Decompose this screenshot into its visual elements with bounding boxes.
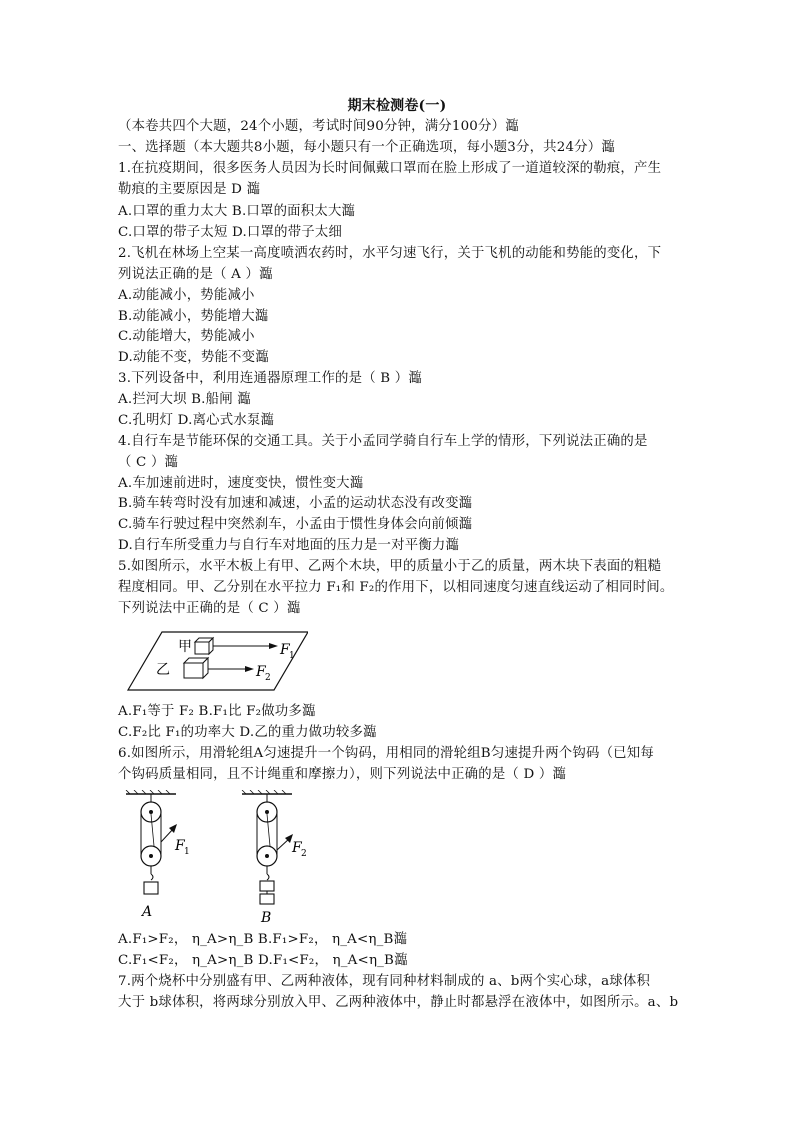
q2-option-b: B.动能减小，势能增大瀶 xyxy=(118,309,269,324)
q3-options-cd: C.孔明灯 D.离心式水泵瀶 xyxy=(118,413,275,428)
q6-figure xyxy=(118,790,318,928)
pulley-system-a xyxy=(126,790,190,920)
label-system-a: A xyxy=(142,904,153,920)
q2-stem-line2: 列说法正确的是（ A ）瀶 xyxy=(118,267,273,282)
q6-stem-line1: 6.如图所示，用滑轮组A匀速提升一个钩码，用相同的滑轮组B匀速提升两个钩码（已知每 xyxy=(118,746,654,761)
wooden-board xyxy=(128,632,308,690)
q5-stem-line3: 下列说法中正确的是（ C ）瀶 xyxy=(118,601,301,616)
hook-weight-a xyxy=(144,882,158,894)
q2-option-c: C.动能增大，势能减小 xyxy=(118,329,255,344)
q2-option-a: A.动能减小，势能减小 xyxy=(118,288,255,303)
q5-stem-line1: 5.如图所示，水平木板上有甲、乙两个木块，甲的质量小于乙的质量，两木块下表面的粗糙 xyxy=(118,559,662,574)
q4-option-a: A.车加速前进时，速度变快，惯性变大瀶 xyxy=(118,476,364,491)
q6-options-cd: C.F₁<F₂， η_A>η_B D.F₁<F₂， η_A<η_B瀶 xyxy=(118,953,408,968)
q4-option-d: D.自行车所受重力与自行车对地面的压力是一对平衡力瀶 xyxy=(118,538,460,553)
q7-stem-line2: 大于 b球体积，将两球分别放入甲、乙两种液体中，静止时都悬浮在液体中，如图所示。a、b xyxy=(118,995,679,1010)
force-f2-arrowhead xyxy=(245,666,254,672)
label-jia: 甲 xyxy=(178,639,192,655)
label-f1: F xyxy=(280,642,290,658)
exam-instructions: （本卷共四个大题，24个小题，考试时间90分钟，满分100分）瀶 xyxy=(118,119,519,134)
q1-stem-line1: 1.在抗疫期间，很多医务人员因为长时间佩戴口罩而在脸上形成了一道道较深的勒痕，产生 xyxy=(118,161,662,176)
q2-option-d: D.动能不变，势能不变瀶 xyxy=(118,350,269,365)
q4-option-b: B.骑车转弯时没有加速和减速，小孟的运动状态没有改变瀶 xyxy=(118,496,473,511)
hook-weight-b2 xyxy=(260,894,274,904)
label-f1: F xyxy=(175,838,185,854)
q1-stem-line2: 勒痕的主要原因是 D 瀶 xyxy=(118,182,261,197)
force-f1-arrowhead xyxy=(269,643,278,649)
label-system-b: B xyxy=(261,910,272,926)
label-f2: F xyxy=(256,664,266,680)
label-f1-subscript: 1 xyxy=(289,651,295,661)
q4-option-c: C.骑车行驶过程中突然刹车，小孟由于惯性身体会向前倾瀶 xyxy=(118,517,473,532)
q5-figure xyxy=(118,628,308,694)
q1-options-cd: C.口罩的带子太短 D.口罩的带子太细 xyxy=(118,225,343,240)
page-title: 期末检测卷(一) xyxy=(347,98,447,114)
q6-stem-line2: 个钩码质量相同，且不计绳重和摩擦力），则下列说法中正确的是（ D ）瀶 xyxy=(118,767,567,782)
q5-stem-line2: 程度相同。甲、乙分别在水平拉力 F₁和 F₂的作用下，以相同速度匀速直线运动了相同时间。 xyxy=(118,580,674,595)
q1-options-ab: A.口罩的重力太大 B.口罩的面积太大瀶 xyxy=(118,204,356,219)
q7-stem-line1: 7.两个烧杯中分别盛有甲、乙两种液体，现有同种材料制成的 a、b两个实心球，a球体积 xyxy=(118,974,651,989)
q4-stem-line1: 4.自行车是节能环保的交通工具。关于小孟同学骑自行车上学的情形，下列说法正确的是 xyxy=(118,434,648,449)
label-f2-subscript: 2 xyxy=(265,673,271,683)
hook-weight-b1 xyxy=(260,881,274,891)
section-heading: 一、选择题（本大题共8小题，每小题只有一个正确选项，每小题3分，共24分）瀶 xyxy=(118,140,615,155)
q2-stem-line1: 2.飞机在林场上空某一高度喷洒农药时，水平匀速飞行，关于飞机的动能和势能的变化，下 xyxy=(118,246,662,261)
q5-options-ab: A.F₁等于 F₂ B.F₁比 F₂做功多瀶 xyxy=(118,704,316,719)
q3-stem: 3.下列设备中，利用连通器原理工作的是（ B ）瀶 xyxy=(118,371,422,386)
q4-stem-line2: （ C ）瀶 xyxy=(118,455,179,470)
block-jia xyxy=(195,638,213,654)
q5-options-cd: C.F₂比 F₁的功率大 D.乙的重力做功较多瀶 xyxy=(118,725,377,740)
label-yi: 乙 xyxy=(156,662,170,678)
q6-options-ab: A.F₁>F₂， η_A>η_B B.F₁>F₂， η_A<η_B瀶 xyxy=(118,932,408,947)
label-f2: F xyxy=(292,840,302,856)
q3-options-ab: A.拦河大坝 B.船闸 瀶 xyxy=(118,392,251,407)
label-f1-subscript: 1 xyxy=(184,847,190,857)
label-f2-subscript: 2 xyxy=(301,849,307,859)
block-yi xyxy=(184,658,208,678)
pulley-system-b xyxy=(242,790,307,926)
